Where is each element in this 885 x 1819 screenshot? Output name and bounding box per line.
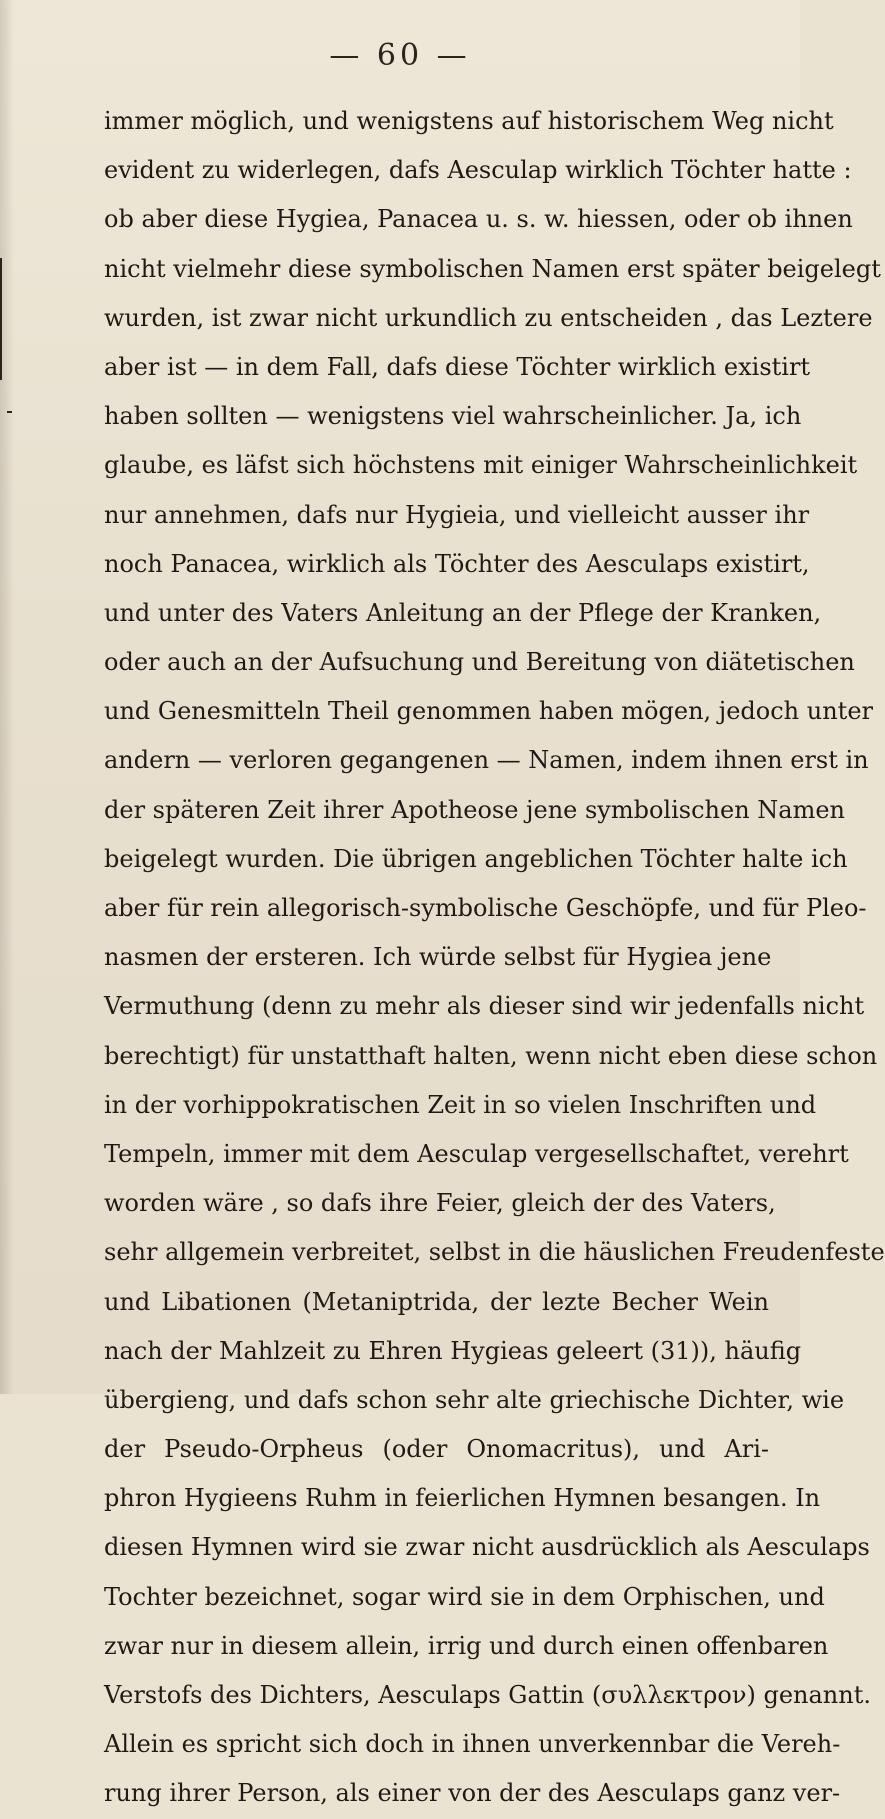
text-line: glaube, es läfst sich höchstens mit einiger Wahrscheinlichkeit xyxy=(104,451,858,480)
text-line: aber ist — in dem Fall, dafs diese Töchter wirklich existirt xyxy=(104,352,811,381)
text-line: Tochter bezeichnet, sogar wird sie in dem Orphischen, und xyxy=(104,1582,825,1611)
text-line: andern — verloren gegangenen — Namen, indem ihnen erst in xyxy=(104,746,869,775)
text-line: beigelegt wurden. Die übrigen angeblichen Töchter halte ich xyxy=(104,844,848,873)
text-line: diesen Hymnen wird sie zwar nicht ausdrücklich als Aesculaps xyxy=(104,1533,870,1562)
text-line: und Libationen (Metaniptrida, der lezte Becher Wein xyxy=(104,1287,769,1316)
body-text xyxy=(104,97,885,1819)
text-line: nach der Mahlzeit zu Ehren Hygieas geleert (31)), häufig xyxy=(104,1336,802,1365)
text-line: phron Hygieens Ruhm in feierlichen Hymnen besangen. In xyxy=(104,1484,821,1513)
text-line: noch Panacea, wirklich als Töchter des Aesculaps existirt, xyxy=(104,549,810,578)
text-line: Vermuthung (denn zu mehr als dieser sind wir jedenfalls nicht xyxy=(104,992,865,1021)
text-line: Tempeln, immer mit dem Aesculap vergesellschaftet, verehrt xyxy=(104,1139,849,1168)
text-line: zwar nur in diesem allein, irrig und durch einen offenbaren xyxy=(104,1631,829,1660)
text-line: ob aber diese Hygiea, Panacea u. s. w. hiessen, oder ob ihnen xyxy=(104,205,853,234)
text-line: der späteren Zeit ihrer Apotheose jene symbolischen Namen xyxy=(104,795,846,824)
text-line: haben sollten — wenigstens viel wahrscheinlicher. Ja, ich xyxy=(104,402,802,431)
text-line: immer möglich, und wenigstens auf historischem Weg nicht xyxy=(104,107,834,135)
text-line: sehr allgemein verbreitet, selbst in die häuslichen Freudenfeste xyxy=(104,1238,885,1267)
text-line: aber für rein allegorisch-symbolische Geschöpfe, und für Pleo- xyxy=(104,894,867,922)
text-line: evident zu widerlegen, dafs Aesculap wirklich Töchter hatte : xyxy=(104,156,852,185)
text-line: rung ihrer Person, als einer von der des Aesculaps ganz ver- xyxy=(104,1779,841,1808)
page-number: — 60 — xyxy=(329,38,471,73)
margin-rule-upper xyxy=(0,258,2,380)
text-line: nur annehmen, dafs nur Hygieia, und vielleicht ausser ihr xyxy=(104,500,810,529)
text-line: in der vorhippokratischen Zeit in so vielen Inschriften und xyxy=(104,1090,817,1119)
text-line: worden wäre , so dafs ihre Feier, gleich der des Vaters, xyxy=(104,1189,776,1218)
margin-mark-dash xyxy=(7,411,12,413)
text-line: nasmen der ersteren. Ich würde selbst für Hygiea jene xyxy=(104,943,772,972)
text-line: Allein es spricht sich doch in ihnen unverkennbar die Vereh- xyxy=(104,1730,841,1759)
text-line: und Genesmitteln Theil genommen haben mögen, jedoch unter xyxy=(104,697,873,726)
text-line: wurden, ist zwar nicht urkundlich zu entscheiden , das Leztere xyxy=(104,303,873,332)
text-line: der Pseudo-Orpheus (oder Onomacritus), und Ari- xyxy=(104,1435,769,1464)
text-line: Verstofs des Dichters, Aesculaps Gattin (συλλεκτρον) genannt. xyxy=(104,1681,871,1709)
page-edge-shadow xyxy=(0,0,14,1394)
text-line: berechtigt) für unstatthaft halten, wenn nicht eben diese schon xyxy=(104,1041,878,1070)
text-line: übergieng, und dafs schon sehr alte griechische Dichter, wie xyxy=(104,1385,845,1414)
text-line: oder auch an der Aufsuchung und Bereitung von diätetischen xyxy=(104,648,855,677)
text-line: nicht vielmehr diese symbolischen Namen erst später beigelegt xyxy=(104,254,881,283)
text-line: und unter des Vaters Anleitung an der Pflege der Kranken, xyxy=(104,598,822,627)
